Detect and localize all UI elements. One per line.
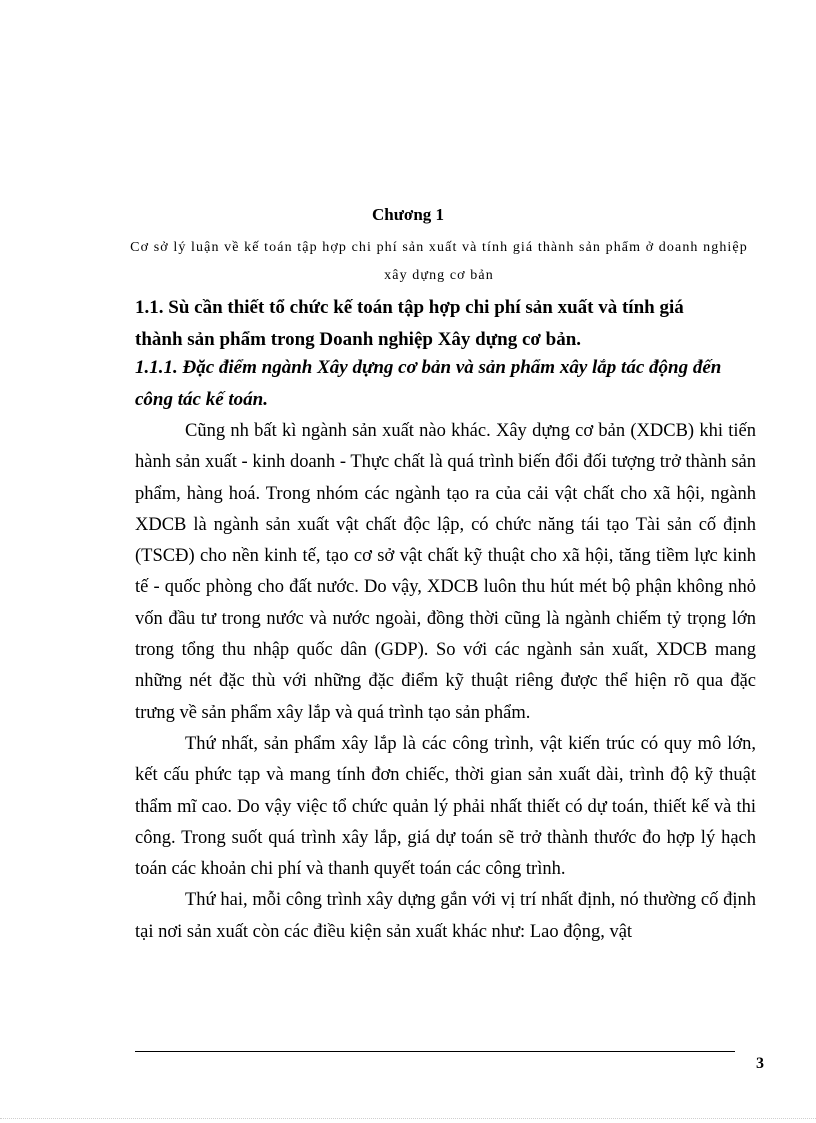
section-heading-1-1-1 (135, 352, 735, 416)
body-text (135, 416, 756, 948)
page-bottom-dotted-line (0, 1118, 816, 1119)
chapter-title: Chương 1 (371, 205, 445, 224)
section-heading-text: 1.1.1. Đặc điểm ngành Xây dựng cơ bản và sản phẩm xây lắp tác động đến công tác kế toán. (135, 357, 722, 410)
section-heading-1-1 (135, 292, 735, 356)
footer-divider (135, 1051, 735, 1052)
paragraph: Thứ hai, mỗi công trình xây dựng gắn với vị trí nhất định, nó thường cố định tại nơi sản xuất còn các điều kiện sản xuất khác như: Lao động, vật (135, 890, 756, 942)
paragraph: Thứ nhất, sản phẩm xây lắp là các công trình, vật kiến trúc có quy mô lớn, kết cấu phức tạp và mang tính đơn chiếc, thời gian sản xuất dài, trình độ kỹ thuật thẩm mĩ cao. Do vậy việc tổ chức quản lý phải nhất thiết có dự toán, thiết kế và thi công. Trong suốt quá trình xây lắp, giá dự toán sẽ trở thành thước đo hợp lý hạch toán các khoản chi phí và thanh quyết toán các công trình. (135, 733, 756, 880)
paragraph: Cũng nh bất kì ngành sản xuất nào khác. Xây dựng cơ bản (XDCB) khi tiến hành sản xuất - kinh doanh - Thực chất là quá trình biến đổi đối tượng trở thành sản phẩm, hàng hoá. Trong nhóm các ngành tạo ra của cải vật chất cho xã hội, ngành XDCB là ngành sản xuất vật chất độc lập, có chức năng tái tạo Tài sản cố định (TSCĐ) cho nền kinh tế, tạo cơ sở vật chất kỹ thuật cho xã hội, tăng tiềm lực kinh tế - quốc phòng cho đất nước. Do vậy, XDCB luôn thu hút mét bộ phận không nhỏ vốn đầu tư trong nước và nước ngoài, đồng thời cũng là ngành chiếm tỷ trọng lớn trong tổng thu nhập quốc dân (GDP). So với các ngành sản xuất, XDCB mang những nét đặc thù với những đặc điểm kỹ thuật riêng được thể hiện rõ qua đặc trưng về sản phẩm xây lắp và quá trình tạo sản phẩm. (135, 421, 756, 723)
chapter-subtitle: Cơ sở lý luận về kế toán tập hợp chi phí sản xuất và tính giá thành sản phẩm ở doanh nghiệp xây dựng cơ bản (130, 240, 748, 283)
section-heading-text: 1.1. Sù cần thiết tổ chức kế toán tập hợp chi phí sản xuất và tính giá thành sản phẩm trong Doanh nghiệp Xây dựng cơ bản. (135, 297, 684, 350)
page-number: 3 (756, 1055, 764, 1072)
